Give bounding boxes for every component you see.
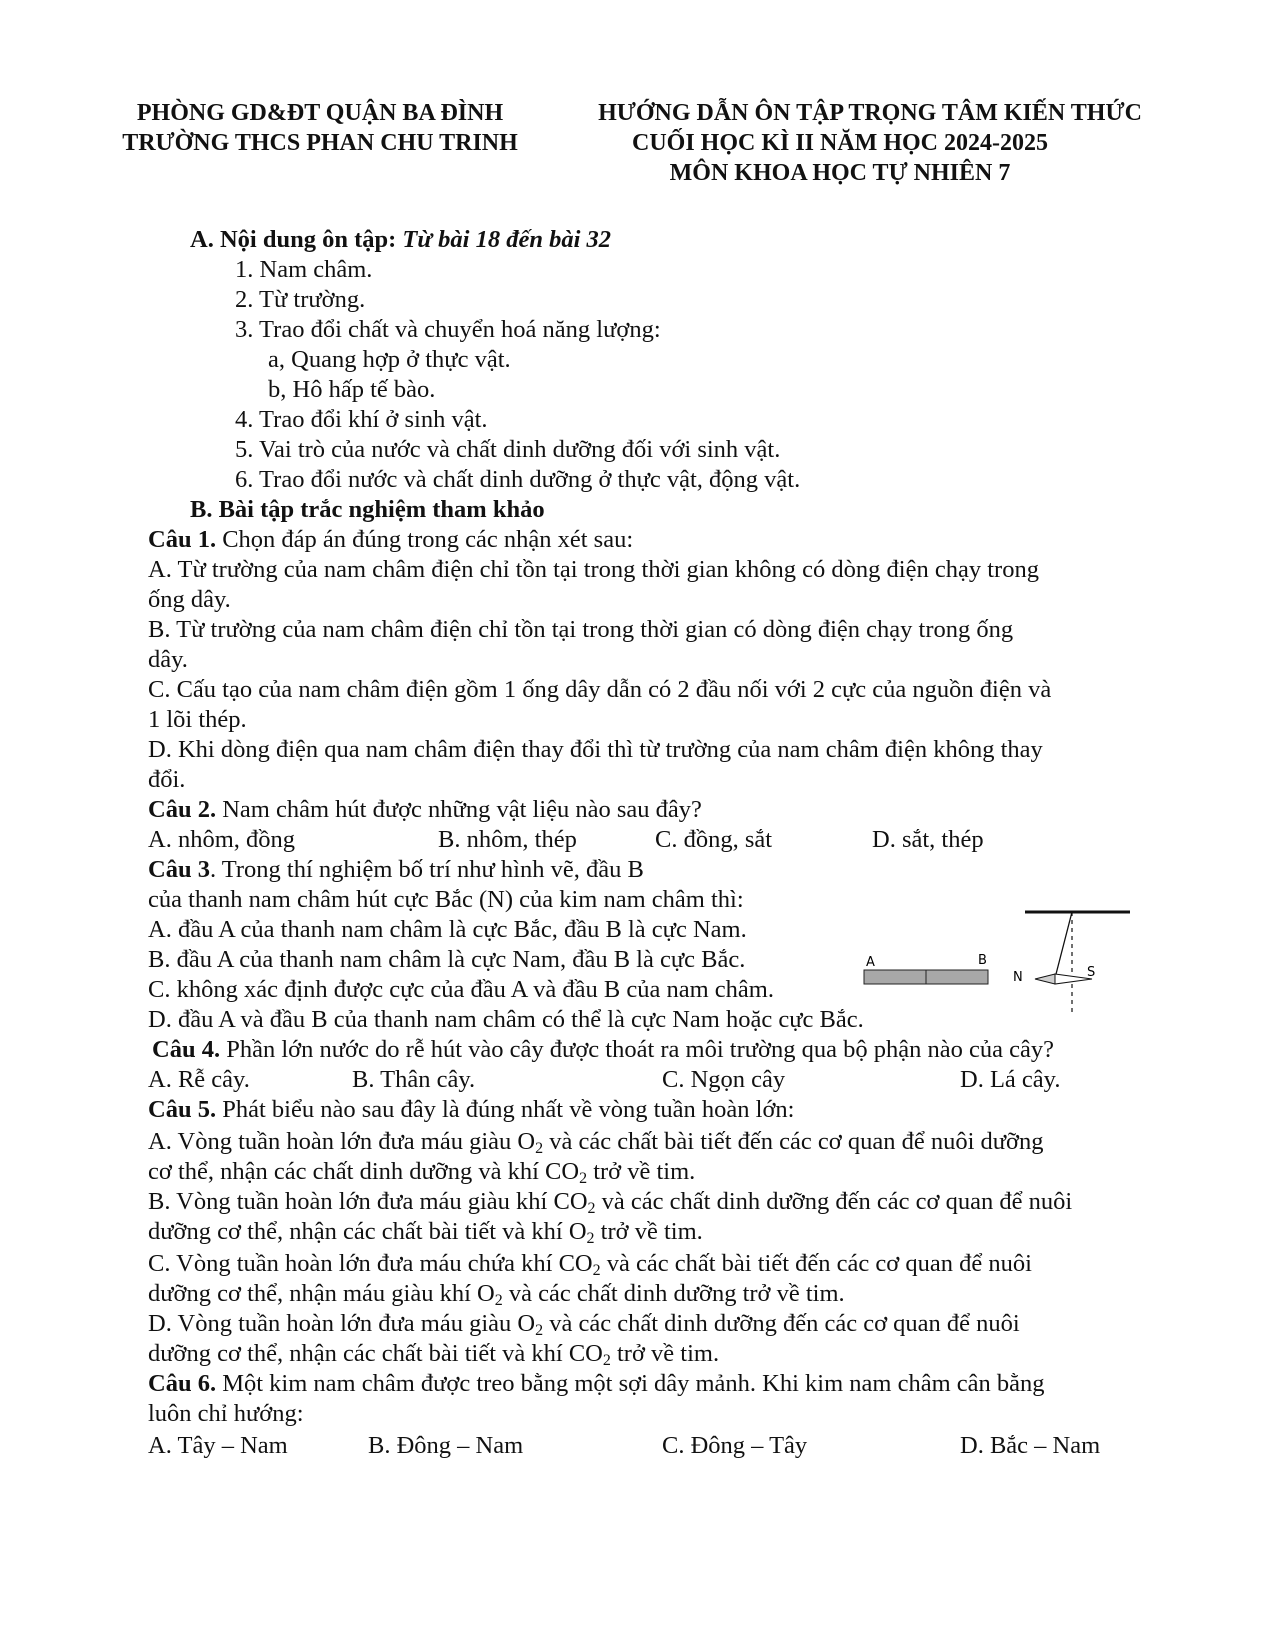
- answer-line: dưỡng cơ thể, nhận máu giàu khí $O_2$ và các chất dinh dưỡng trở về tim.: [148, 1280, 845, 1309]
- question-number: Câu 1.: [148, 526, 217, 553]
- question-number: Câu 4.: [152, 1036, 221, 1063]
- question-4: [152, 1035, 1054, 1065]
- question-2: [148, 795, 702, 825]
- answer-line: cơ thể, nhận các chất dinh dưỡng và khí $CO_2$ trở về tim.: [148, 1158, 696, 1187]
- question-text: Chọn đáp án đúng trong các nhận xét sau:: [216, 526, 634, 553]
- option-d: D. Lá cây.: [960, 1066, 1061, 1093]
- question-text: . Trong thí nghiệm bố trí như hình vẽ, đầu B: [209, 856, 644, 883]
- answer-line: B. Vòng tuần hoàn lớn đưa máu giàu khí $CO_2$ và các chất dinh dưỡng đến các cơ quan để nuôi: [148, 1188, 1073, 1217]
- answer-line: B. đầu A của thanh nam châm là cực Nam, đầu B là cực Bắc.: [148, 946, 746, 973]
- answer-line: A. Từ trường của nam châm điện chỉ tồn tại trong thời gian không có dòng điện chạy trong: [148, 556, 1039, 583]
- option-d: D. Bắc – Nam: [960, 1432, 1101, 1459]
- answer-line: đổi.: [148, 766, 186, 793]
- list-item: 1. Nam châm.: [235, 256, 373, 283]
- question-text: Một kim nam châm được treo bằng một sợi dây mảnh. Khi kim nam châm cân bằng: [216, 1370, 1045, 1397]
- answer-line: D. đầu A và đầu B của thanh nam châm có thể là cực Nam hoặc cực Bắc.: [148, 1006, 864, 1033]
- answer-line: ống dây.: [148, 586, 231, 613]
- answer-line: B. Từ trường của nam châm điện chỉ tồn tại trong thời gian có dòng điện chạy trong ống: [148, 616, 1014, 643]
- answer-line: A. Vòng tuần hoàn lớn đưa máu giàu $O_2$ và các chất bài tiết đến các cơ quan để nuôi dưỡng: [148, 1128, 1044, 1157]
- list-item: 6. Trao đổi nước và chất dinh dưỡng ở thực vật, động vật.: [235, 466, 801, 493]
- answer-line: A. đầu A của thanh nam châm là cực Bắc, đầu B là cực Nam.: [148, 916, 747, 943]
- list-item: 3. Trao đổi chất và chuyển hoá năng lượng:: [235, 316, 661, 343]
- answer-line: 1 lõi thép.: [148, 706, 247, 733]
- label-a: A: [866, 955, 875, 970]
- label-s: S: [1087, 965, 1096, 980]
- question-1: [148, 525, 633, 555]
- doc-term: CUỐI HỌC KÌ II NĂM HỌC 2024-2025: [631, 130, 1048, 156]
- answer-line: dưỡng cơ thể, nhận các chất bài tiết và khí $CO_2$ trở về tim.: [148, 1340, 720, 1369]
- option-b: B. Thân cây.: [352, 1066, 476, 1093]
- doc-subject: MÔN KHOA HỌC TỰ NHIÊN 7: [669, 160, 1011, 186]
- answer-line: C. không xác định được cực của đầu A và đầu B của nam châm.: [148, 976, 774, 1003]
- question-text: Nam châm hút được những vật liệu nào sau đây?: [216, 796, 702, 823]
- section-a-heading: [190, 225, 611, 255]
- section-a-range: Từ bài 18 đến bài 32: [402, 226, 612, 253]
- option-c: C. đồng, sắt: [655, 826, 773, 853]
- bar-magnet-right: [926, 970, 988, 984]
- magnet-experiment-figure: [866, 908, 1160, 1018]
- list-item: 4. Trao đổi khí ở sinh vật.: [235, 406, 488, 433]
- list-item: 5. Vai trò của nước và chất dinh dưỡng đối với sinh vật.: [235, 436, 781, 463]
- answer-line: dưỡng cơ thể, nhận các chất bài tiết và khí $O_2$ trở về tim.: [148, 1218, 703, 1247]
- question-3: [148, 855, 644, 885]
- list-item: 2. Từ trường.: [235, 286, 366, 313]
- section-b-heading: B. Bài tập trắc nghiệm tham khảo: [190, 496, 545, 523]
- option-d: D. sắt, thép: [872, 826, 984, 853]
- school-office: PHÒNG GD&ĐT QUẬN BA ĐÌNH: [136, 100, 504, 126]
- answer-line: C. Vòng tuần hoàn lớn đưa máu chứa khí $CO_2$ và các chất bài tiết đến các cơ quan để nuôi: [148, 1250, 1032, 1279]
- option-b: B. Đông – Nam: [368, 1432, 524, 1459]
- question-number: Câu 3: [148, 856, 210, 883]
- option-a: A. nhôm, đồng: [148, 826, 295, 853]
- option-c: C. Ngọn cây: [662, 1066, 786, 1093]
- question-6: [148, 1369, 1045, 1399]
- doc-title: HƯỚNG DẪN ÔN TẬP TRỌNG TÂM KIẾN THỨC: [598, 100, 1142, 126]
- answer-line: D. Khi dòng điện qua nam châm điện thay đổi thì từ trường của nam châm điện không thay: [148, 736, 1043, 763]
- section-a-label: A. Nội dung ôn tập:: [190, 226, 403, 253]
- question-5: [148, 1095, 794, 1125]
- answer-line: dây.: [148, 646, 188, 673]
- list-subitem: b, Hô hấp tế bào.: [268, 376, 436, 403]
- label-n: N: [1013, 970, 1023, 985]
- option-a: A. Tây – Nam: [148, 1432, 288, 1459]
- question-line: luôn chỉ hướng:: [148, 1400, 304, 1427]
- question-number: Câu 2.: [148, 796, 217, 823]
- answer-line: D. Vòng tuần hoàn lớn đưa máu giàu $O_2$ và các chất dinh dưỡng đến các cơ quan để nuôi: [148, 1310, 1020, 1339]
- school-name: TRƯỜNG THCS PHAN CHU TRINH: [122, 130, 518, 156]
- answer-line: C. Cấu tạo của nam châm điện gồm 1 ống dây dẫn có 2 đầu nối với 2 cực của nguồn điện và: [148, 676, 1052, 703]
- question-number: Câu 5.: [148, 1096, 217, 1123]
- question-text: Phát biểu nào sau đây là đúng nhất về vòng tuần hoàn lớn:: [216, 1096, 795, 1123]
- question-number: Câu 6.: [148, 1370, 217, 1397]
- label-b: B: [978, 953, 987, 968]
- thread: [1055, 912, 1072, 978]
- option-c: C. Đông – Tây: [662, 1432, 808, 1459]
- question-line: của thanh nam châm hút cực Bắc (N) của kim nam châm thì:: [148, 886, 744, 913]
- list-subitem: a, Quang hợp ở thực vật.: [268, 346, 511, 373]
- bar-magnet-left: [864, 970, 926, 984]
- question-text: Phần lớn nước do rễ hút vào cây được thoát ra môi trường qua bộ phận nào của cây?: [220, 1036, 1054, 1063]
- option-a: A. Rễ cây.: [148, 1066, 250, 1093]
- option-b: B. nhôm, thép: [438, 826, 577, 853]
